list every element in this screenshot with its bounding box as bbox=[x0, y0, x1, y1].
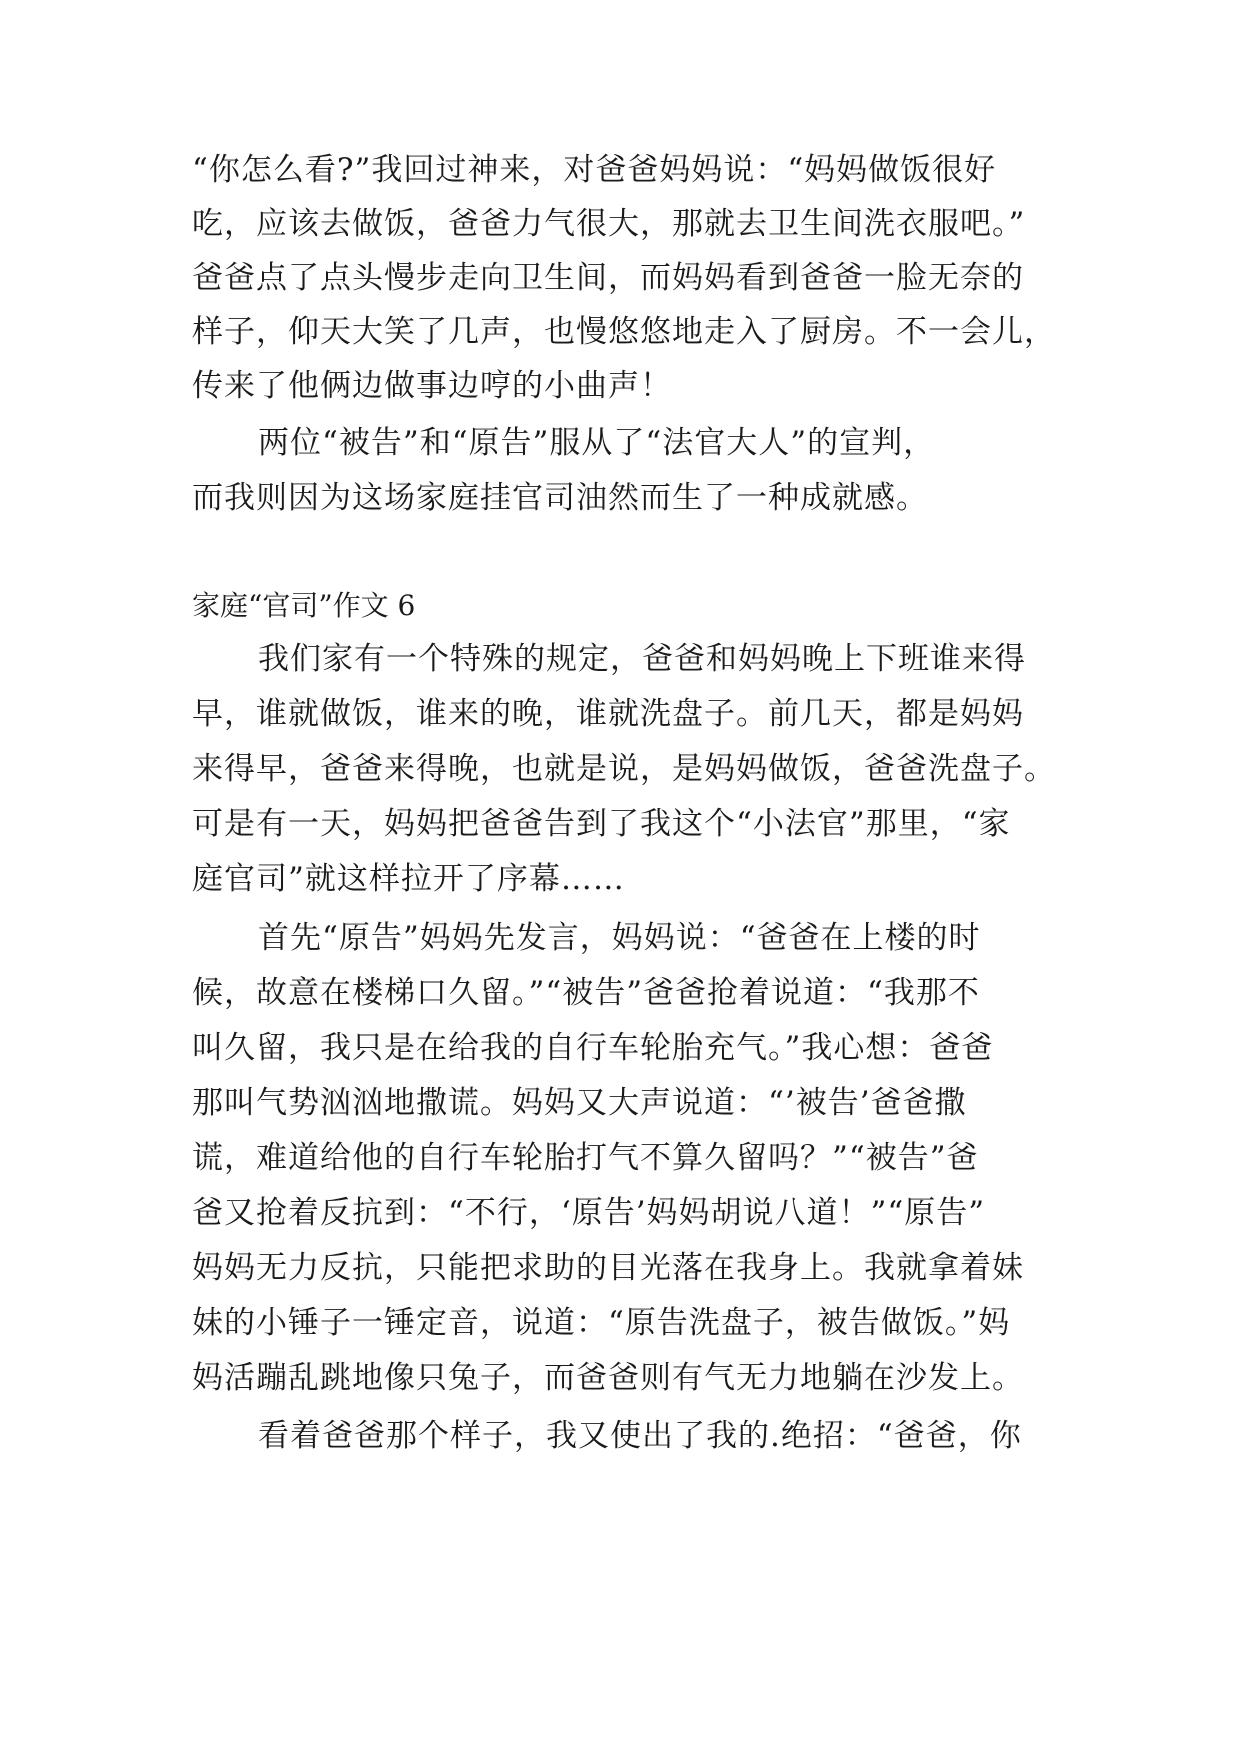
text-line: 而我则因为这场家庭挂官司油然而生了一种成就感。 bbox=[192, 480, 928, 516]
text-line: 早，谁就做饭，谁来的晚，谁就洗盘子。前几天，都是妈妈 bbox=[192, 696, 1024, 732]
text-line: 传来了他俩边做事边哼的小曲声！ bbox=[192, 368, 672, 404]
text-line: 我们家有一个特殊的规定，爸爸和妈妈晚上下班谁来得 bbox=[258, 641, 1026, 677]
text-line: 两位“被告”和“原告”服从了“法官大人”的宣判， bbox=[258, 425, 936, 461]
text-line: “你怎么看?”我回过神来，对爸爸妈妈说：“妈妈做饭很好 bbox=[192, 152, 997, 188]
text-line: 吃，应该去做饭，爸爸力气很大，那就去卫生间洗衣服吧。” bbox=[192, 206, 1026, 242]
text-line: 看着爸爸那个样子，我又使出了我的.绝招：“爸爸，你 bbox=[258, 1418, 1022, 1454]
text-line: 叫久留，我只是在给我的自行车轮胎充气。”我心想：爸爸 bbox=[192, 1030, 994, 1066]
text-line: 首先“原告”妈妈先发言，妈妈说：“爸爸在上楼的时 bbox=[258, 920, 981, 956]
text-line: 谎，难道给他的自行车轮胎打气不算久留吗？”“被告”爸 bbox=[192, 1140, 979, 1176]
text-line: 庭官司”就这样拉开了序幕…… bbox=[192, 861, 625, 897]
text-line: 爸爸点了点头慢步走向卫生间，而妈妈看到爸爸一脸无奈的 bbox=[192, 260, 1024, 296]
text-line: 妈活蹦乱跳地像只兔子，而爸爸则有气无力地躺在沙发上。 bbox=[192, 1360, 1024, 1396]
text-line: 候，故意在楼梯口久留。”“被告”爸爸抢着说道：“我那不 bbox=[192, 975, 980, 1011]
text-line: 样子，仰天大笑了几声，也慢悠悠地走入了厨房。不一会儿， bbox=[192, 314, 1056, 350]
text-line: 爸又抢着反抗到：“不行，‘原告’妈妈胡说八道！”“原告” bbox=[192, 1195, 986, 1231]
text-line: 来得早，爸爸来得晚，也就是说，是妈妈做饭，爸爸洗盘子。 bbox=[192, 751, 1056, 787]
text-line: 可是有一天，妈妈把爸爸告到了我这个“小法官”那里，“家 bbox=[192, 806, 1011, 842]
section-title: 家庭“官司”作文 6 bbox=[192, 589, 416, 622]
text-line: 妈妈无力反抗，只能把求助的目光落在我身上。我就拿着妹 bbox=[192, 1250, 1024, 1286]
text-line: 那叫气势汹汹地撒谎。妈妈又大声说道：“’被告’爸爸撒 bbox=[192, 1085, 967, 1121]
text-line: 妹的小锤子一锤定音，说道：“原告洗盘子，被告做饭。”妈 bbox=[192, 1305, 1011, 1341]
